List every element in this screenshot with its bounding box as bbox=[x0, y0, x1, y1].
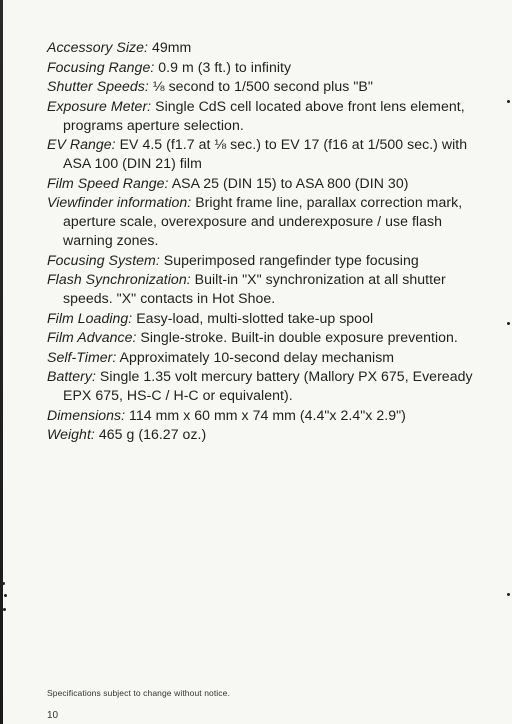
spec-label: Film Loading: bbox=[47, 309, 133, 326]
spec-label: Flash Synchronization: bbox=[47, 271, 191, 287]
spec-value: Single 1.35 volt mercury battery (Mallory PX 675, Eveready EPX 675, HS-C / H-C or equivalent). bbox=[63, 368, 473, 403]
scan-mark bbox=[507, 593, 510, 596]
spec-exposure-meter bbox=[47, 97, 487, 135]
spec-value: 0.9 m (3 ft.) to infinity bbox=[154, 58, 292, 75]
spec-weight bbox=[47, 425, 487, 444]
scan-margin-marks bbox=[0, 580, 10, 620]
scan-mark bbox=[507, 322, 510, 325]
spec-value: Single CdS cell located above front lens element, programs aperture selection. bbox=[63, 97, 465, 133]
spec-viewfinder-information bbox=[47, 193, 487, 250]
specification-list bbox=[47, 38, 487, 445]
page-number: 10 bbox=[47, 710, 59, 721]
spec-battery bbox=[47, 367, 487, 405]
spec-label: Dimensions: bbox=[47, 406, 126, 423]
spec-value: Bright frame line, parallax correction mark, aperture scale, overexposure and underexposure / use flash warning zones. bbox=[63, 194, 463, 248]
spec-ev-range bbox=[47, 135, 487, 173]
spec-film-advance bbox=[47, 328, 487, 347]
spec-label: EV Range: bbox=[47, 136, 116, 152]
spec-value: Superimposed rangefinder type focusing bbox=[159, 251, 419, 268]
spec-label: Weight: bbox=[47, 426, 95, 442]
scan-mark bbox=[2, 582, 5, 585]
spec-shutter-speeds bbox=[47, 77, 487, 96]
spec-value: 114 mm x 60 mm x 74 mm (4.4"x 2.4"x 2.9") bbox=[125, 406, 406, 423]
footnote: Specifications subject to change without notice. bbox=[47, 688, 230, 698]
spec-label: Battery: bbox=[47, 368, 96, 384]
spec-value: ⅛ second to 1/500 second plus "B" bbox=[148, 78, 373, 94]
spec-value: EV 4.5 (f1.7 at ⅛ sec.) to EV 17 (f16 at 1/500 sec.) with ASA 100 (DIN 21) film bbox=[63, 136, 468, 171]
spec-value: Built-in "X" synchronization at all shutter speeds. "X" contacts in Hot Shoe. bbox=[63, 271, 446, 306]
spec-label: Film Speed Range: bbox=[47, 174, 169, 191]
spec-flash-synchronization bbox=[47, 270, 487, 308]
spec-value: Single-stroke. Built-in double exposure prevention. bbox=[136, 329, 458, 345]
spec-film-loading bbox=[47, 309, 487, 328]
spec-value: 49mm bbox=[148, 39, 192, 55]
spec-dimensions bbox=[47, 406, 487, 425]
spec-label: Focusing System: bbox=[47, 251, 160, 268]
spec-accessory-size bbox=[47, 38, 487, 57]
spec-label: Self-Timer: bbox=[47, 348, 117, 365]
spec-value: Approximately 10-second delay mechanism bbox=[116, 348, 395, 365]
spec-label: Exposure Meter: bbox=[47, 97, 152, 114]
spec-value: 465 g (16.27 oz.) bbox=[94, 426, 207, 442]
spec-label: Accessory Size: bbox=[47, 39, 149, 55]
spec-label: Viewfinder information: bbox=[47, 194, 192, 210]
spec-value: Easy-load, multi-slotted take-up spool bbox=[132, 309, 374, 326]
spec-self-timer bbox=[47, 348, 487, 367]
spec-film-speed-range bbox=[47, 174, 487, 193]
scan-mark bbox=[3, 608, 6, 611]
spec-value: ASA 25 (DIN 15) to ASA 800 (DIN 30) bbox=[168, 174, 409, 191]
spec-label: Focusing Range: bbox=[47, 58, 155, 75]
spec-focusing-system bbox=[47, 251, 487, 270]
scan-mark bbox=[507, 100, 510, 103]
scan-mark bbox=[4, 594, 7, 597]
spec-focusing-range bbox=[47, 58, 487, 77]
spec-label: Shutter Speeds: bbox=[47, 78, 149, 94]
spec-label: Film Advance: bbox=[47, 329, 137, 345]
